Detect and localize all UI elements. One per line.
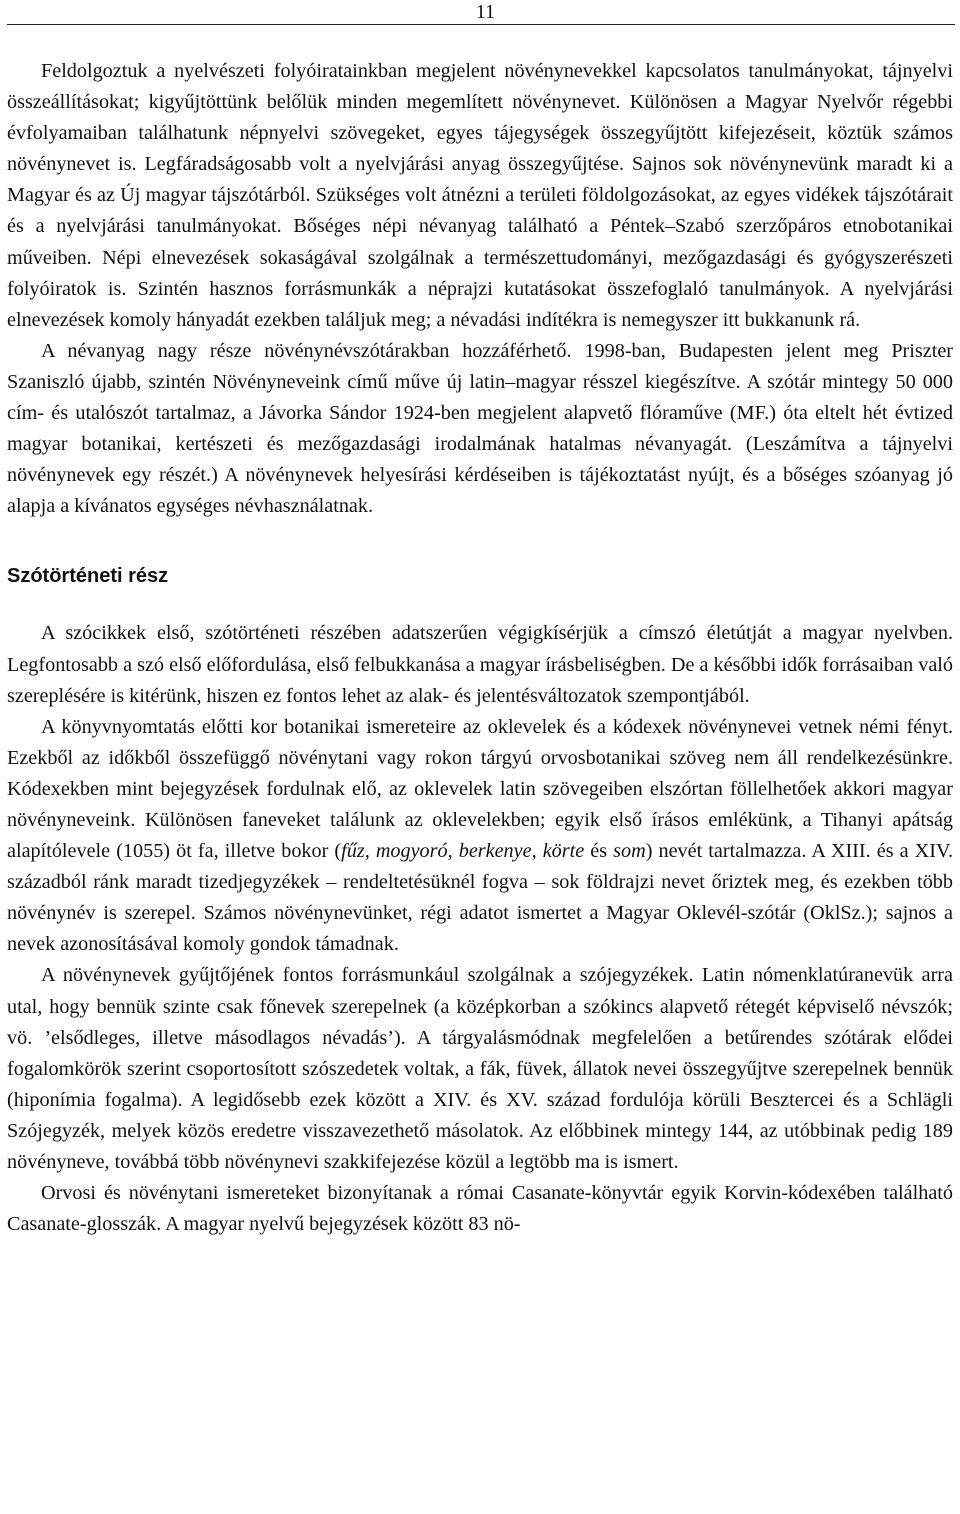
paragraph-dictionaries: A névanyag nagy része növénynévszótárakban hozzáférhető. 1998-ban, Budapesten jelent meg Priszter Szaniszló újabb, szintén Növényneveink című műve új latin–magyar résszel kiegészítve. A szótár mintegy 50 000 cím- és utalószót tartalmaz, a Jávorka Sándor 1924-ben megjelent alapvető flóraműve (MF.) óta eltelt hét évtized magyar botanikai, kertészeti és mezőgazdasági irodalmának hatalmas névanyagát. (Leszámítva a tájnyelvi növénynevek egy részét.) A növénynevek helyesírási kérdéseiben is tájékoztatást nyújt, és a bőséges szóanyag jó alapja a kívánatos egységes névhasználatnak. [7, 339, 953, 518]
paragraph-charters-codices [7, 712, 953, 961]
paragraph-glossaries: A növénynevek gyűjtőjének fontos forrásmunkául szolgálnak a szójegyzékek. Latin nómenklatúranevük arra utal, hogy bennük szinte csak főnevek szerepelnek (a középkorban a szókincs alapvető rétegét képviselő névszók; vö. ’elsődleges, illetve másodlagos névadás’). A tárgyalásmódnak megfelelően a betűrendes szótárak elődei fogalomkörök szerint csoportosított szószedetek voltak, a fák, füvek, állatok nevei összegyűjtve szerepelnek bennük (hiponímia fogalma). A legidősebb ezek között a XIV. és XV. század fordulója körüli Besztercei és a Schlägli Szójegyzék, melyek közös eredetre visszavezethető másolatok. Az előbbinek mintegy 144, az utóbbinak pedig 189 növényneve, továbbá több növénynevi szakkifejezése közül a legtöbb ma is ismert. [7, 964, 953, 1173]
plant-names-italic: fűz, mogyoró, berkenye, körte [341, 840, 585, 863]
paragraph-text: és [584, 840, 614, 863]
page-header [7, 0, 955, 25]
paragraph-text: ) nevét tartalmazza. A XIII. és a XIV. századból ránk maradt tizedjegyzékek – rendeltetésüknél fogva – sok földrajzi nevet őriztek meg, és ezekben több növénynév is szerepel. Számos növénynevünket, régi adatot ismertet a Magyar Oklevél-szótár (OklSz.); sajnos a nevek azonosításával komoly gondok támadnak. [7, 840, 954, 956]
paragraph-casanate: Orvosi és növénytani ismereteket bizonyítanak a római Casanate-könyvtár egyik Korvin-kódexében található Casanate-glosszák. A magyar nyelvű bejegyzések között 83 nö- [7, 1182, 953, 1236]
page-number: 11 [475, 1, 495, 23]
plant-name-italic: som [613, 840, 646, 863]
paragraph-historical-part: A szócikkek első, szótörténeti részében adatszerűen végigkísérjük a címszó életútját a magyar nyelvben. Legfontosabb a szó első előfordulása, első felbukkanása a magyar írásbeliségben. De a későbbi idők forrásaiban való szereplésére is kitérünk, hiszen ez fontos lehet az alak- és jelentésváltozatok szempontjából. [7, 622, 953, 707]
page-content [7, 56, 953, 1240]
paragraph-text: A könyvnyomtatás előtti kor botanikai ismereteire az oklevelek és a kódexek növénynevei vetnek némi fényt. Ezekből az időkből összefüggő növénytani vagy rokon tárgyú orvosbotanikai szöveg nem áll rendelkezésünkre. Kódexekben mint bejegyzések fordulnak elő, az oklevelek latin szövegeiben elszórtan föllelhetőek akkori magyar növényneveink. Különösen faneveket találunk az oklevelekben; egyik első írásos emlékünk, a Tihanyi apátság alapítólevele (1055) öt fa, illetve bokor ( [7, 715, 953, 863]
section-title: Szótörténeti rész [7, 565, 169, 588]
paragraph-sources-journals: Feldolgoztuk a nyelvészeti folyóiratainkban megjelent növénynevekkel kapcsolatos tanulmányokat, tájnyelvi összeállításokat; kigyűjtöttünk belőlük minden megemlített növénynevet. Különösen a Magyar Nyelvőr régebbi évfolyamaiban találhatunk népnyelvi szövegeket, egyes tájegységek összegyűjtött kifejezéseit, köztük számos növénynevet is. Legfáradságosabb volt a nyelvjárási anyag összegyűjtése. Sajnos sok növénynevünk maradt ki a Magyar és az Új magyar tájszótárból. Szükséges volt átnézni a területi földolgozásokat, az egyes vidékek tájszótárait és a nyelvjárási tanulmányokat. Bőséges népi névanyag található a Péntek–Szabó szerzőpáros etnobotanikai műveiben. Népi elnevezések sokaságával szolgálnak a természettudományi, mezőgazdasági és gyógyszerészeti folyóiratok is. Szintén hasznos forrásmunkák a néprajzi kutatásokat összefoglaló tanulmányok. A nyelvjárási elnevezések komoly hányadát ezekben találjuk meg; a névadási indítékra is nemegyszer itt bukkanunk rá. [7, 60, 953, 331]
